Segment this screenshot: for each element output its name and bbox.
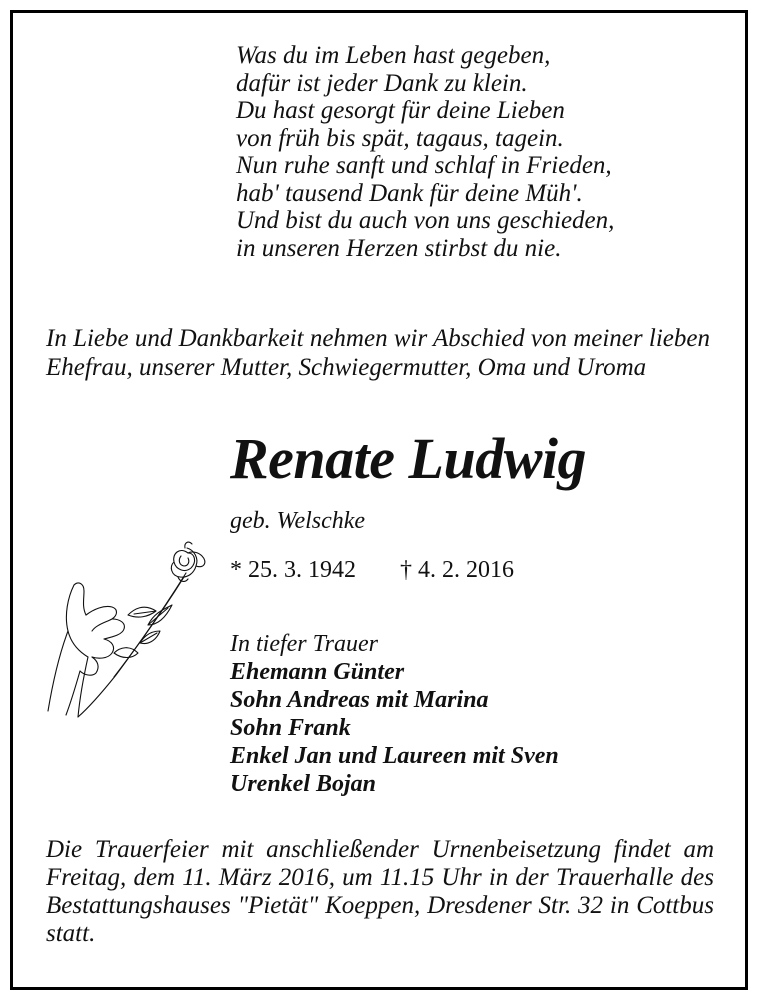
- poem-line: Was du im Leben hast gegeben,: [236, 42, 551, 69]
- poem-line: Nun ruhe sanft und schlaf in Frieden,: [236, 152, 612, 179]
- funeral-notice: Die Trauerfeier mit anschließender Urnenbeisetzung findet am Freitag, dem 11. März 2016, um 11.15 Uhr in der Trauerhalle des Bestattungshauses "Pietät" Koeppen, Dresdener Str. 32 in Cottbus statt.: [46, 836, 714, 947]
- mourner-name: Sohn Frank: [230, 715, 351, 741]
- life-dates: [230, 555, 514, 585]
- mourner-name: Sohn Andreas mit Marina: [230, 687, 489, 713]
- memorial-poem: [236, 42, 614, 262]
- poem-line: hab' tausend Dank für deine Müh'.: [236, 179, 583, 207]
- death-date: † 4. 2. 2016: [400, 557, 514, 583]
- mourner-name: Ehemann Günter: [230, 659, 405, 685]
- poem-line: Du hast gesorgt für deine Lieben: [236, 97, 565, 124]
- mourners-block: [230, 630, 559, 798]
- poem-line: dafür ist jeder Dank zu klein.: [236, 69, 528, 97]
- birth-date: * 25. 3. 1942: [230, 557, 356, 583]
- mourner-name: Urenkel Bojan: [230, 771, 377, 797]
- poem-line: Und bist du auch von uns geschieden,: [236, 207, 615, 234]
- farewell-intro: In Liebe und Dankbarkeit nehmen wir Abschied von meiner lieben Ehefrau, unserer Mutter, Schwiegermutter, Oma und Uroma: [46, 325, 710, 381]
- poem-line: von früh bis spät, tagaus, tagein.: [236, 124, 564, 152]
- rose-in-hand-icon: [38, 535, 213, 720]
- poem-line: in unseren Herzen stirbst du nie.: [236, 234, 562, 262]
- mourner-name: Enkel Jan und Laureen mit Sven: [230, 743, 559, 769]
- maiden-name: geb. Welschke: [230, 508, 366, 534]
- deceased-name: Renate Ludwig: [230, 426, 587, 491]
- mourning-lead: In tiefer Trauer: [230, 631, 378, 657]
